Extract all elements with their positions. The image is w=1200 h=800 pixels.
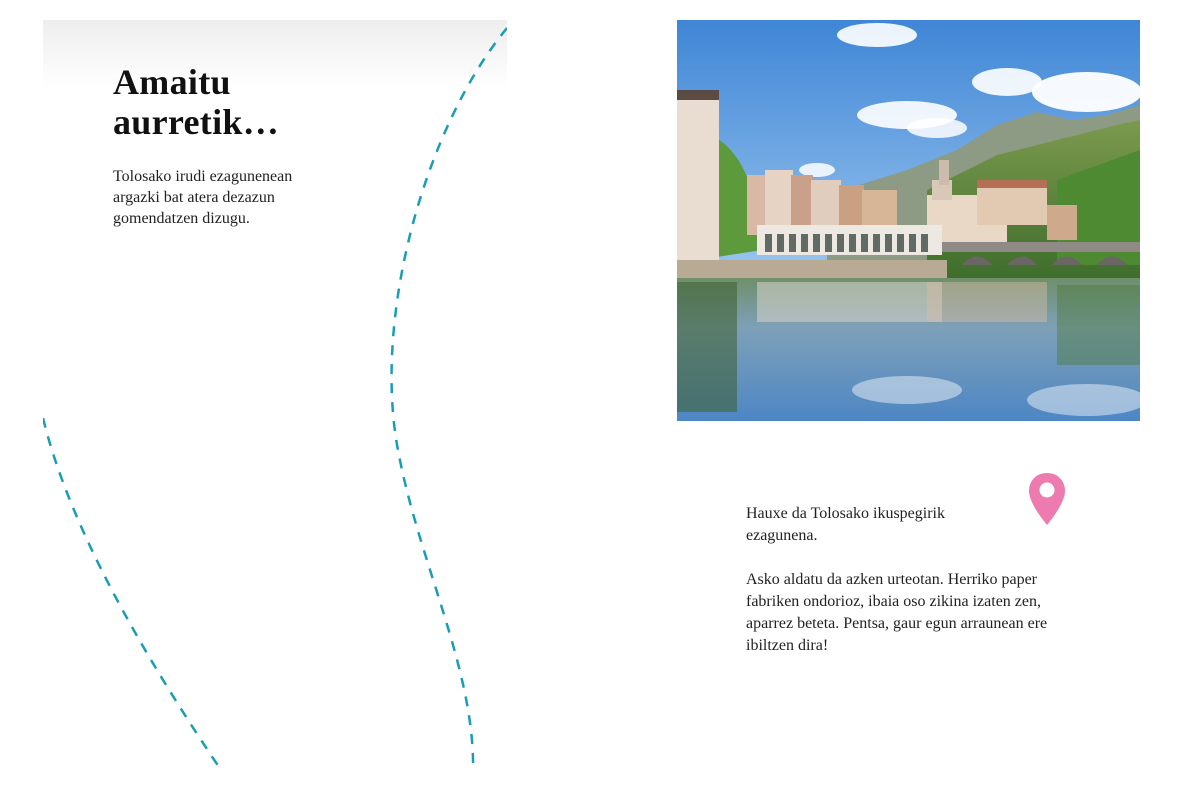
- left-page: [43, 20, 507, 770]
- river-town-photo: [677, 20, 1140, 421]
- description-paragraph-2: Asko aldatu da azken urteotan. Herriko paper fabriken ondorioz, ibaia oso zikina izaten zen, aparrez beteta. Pentsa, gaur egun arraunean ere ibiltzen dira!: [746, 571, 1048, 654]
- intro-text: Tolosako irudi ezagunenean argazki bat atera dezazun gomendatzen dizugu.: [113, 168, 293, 227]
- page-title: Amaitu aurretik…: [113, 62, 280, 142]
- description-paragraph-1: Hauxe da Tolosako ikuspegirik ezagunena.: [746, 505, 945, 544]
- description-text: [746, 503, 1086, 657]
- right-page: [677, 20, 1140, 770]
